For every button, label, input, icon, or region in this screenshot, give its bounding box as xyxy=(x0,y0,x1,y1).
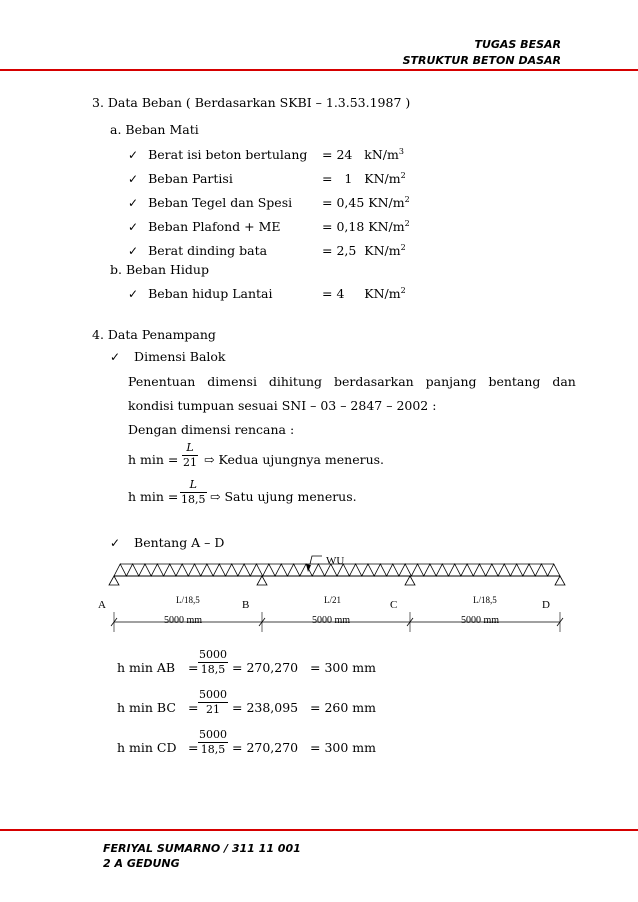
span-length-label: 5000 mm xyxy=(164,615,203,626)
calc-equals: = xyxy=(188,740,199,755)
section4-heading: 4. Data Penampang xyxy=(92,327,216,342)
live-load-value-text: = 4 KN/m xyxy=(322,286,401,301)
calc-numerator: 5000 xyxy=(199,728,227,741)
footer-author: FERIYAL SUMARNO / 311 11 001 xyxy=(103,842,301,855)
dead-load-unit-power: 2 xyxy=(404,218,410,228)
dead-load-value-text: = 0,18 KN/m xyxy=(322,219,405,234)
formula2-denominator: 18,5 xyxy=(181,493,206,506)
calc-numerator: 5000 xyxy=(199,648,227,661)
load-pointer xyxy=(310,556,322,564)
live-load-name: Beban hidup Lantai xyxy=(148,286,273,301)
calc-final: = 300 mm xyxy=(310,660,376,675)
footer-divider xyxy=(0,829,638,831)
calc-fraction xyxy=(198,648,228,677)
paragraph-line-2: kondisi tumpuan sesuai SNI – 03 – 2847 – 2002 : xyxy=(128,398,437,413)
check-icon: ✓ xyxy=(128,196,139,210)
calc-label: h min BC xyxy=(117,700,176,715)
check-icon: ✓ xyxy=(128,172,139,186)
calc-denominator: 18,5 xyxy=(200,663,226,676)
span-ratio-label: L/18,5 xyxy=(176,595,200,605)
calc-numerator: 5000 xyxy=(199,688,227,701)
dead-load-value-text: = 24 kN/m xyxy=(322,147,399,162)
beam-diagram xyxy=(90,552,570,634)
dead-load-unit-power: 2 xyxy=(400,170,406,180)
dead-load-label: a. Beban Mati xyxy=(110,122,199,137)
hmin-label-2: h min = xyxy=(128,489,179,504)
dimension-label: Dimensi Balok xyxy=(134,349,226,364)
support-label-c: C xyxy=(390,599,398,611)
footer-class: 2 A GEDUNG xyxy=(103,857,180,870)
formula2-numerator: L xyxy=(189,478,197,491)
calc-result: = 270,270 xyxy=(232,660,299,675)
span-ratio-label: L/21 xyxy=(324,595,341,605)
check-icon: ✓ xyxy=(110,536,121,550)
dead-load-item xyxy=(128,243,267,258)
dead-load-value xyxy=(322,171,406,186)
dead-load-item xyxy=(128,147,307,162)
span-length-label: 5000 mm xyxy=(461,615,500,626)
hmin-label-1: h min = xyxy=(128,452,179,467)
dead-load-name: Berat dinding bata xyxy=(148,243,268,258)
calc-result: = 238,095 xyxy=(232,700,299,715)
dead-load-unit-power: 2 xyxy=(404,194,410,204)
span-length-label: 5000 mm xyxy=(312,615,351,626)
dead-load-unit-power: 3 xyxy=(398,146,404,156)
check-icon: ✓ xyxy=(128,244,139,258)
dead-load-name: Beban Partisi xyxy=(148,171,233,186)
paragraph-line-3: Dengan dimensi rencana : xyxy=(128,422,295,437)
calc-equals: = xyxy=(188,700,199,715)
calc-label: h min CD xyxy=(117,740,177,755)
formula2-text: ⇨ Satu ujung menerus. xyxy=(210,489,357,504)
support-label-d: D xyxy=(542,599,550,611)
dead-load-item xyxy=(128,195,292,210)
header-title: TUGAS BESAR xyxy=(474,38,561,51)
span-item xyxy=(110,535,224,550)
dead-load-name: Beban Tegel dan Spesi xyxy=(148,195,293,210)
section3-heading: 3. Data Beban ( Berdasarkan SKBI – 1.3.53.1987 ) xyxy=(92,95,411,110)
formula1-text: ⇨ Kedua ujungnya menerus. xyxy=(204,452,385,467)
support-c-icon xyxy=(405,576,415,585)
header-subtitle: STRUKTUR BETON DASAR xyxy=(402,54,561,67)
check-icon: ✓ xyxy=(128,148,139,162)
check-icon: ✓ xyxy=(128,220,139,234)
live-load-value xyxy=(322,286,406,301)
calc-final: = 260 mm xyxy=(310,700,376,715)
dimension-item xyxy=(110,349,226,364)
dead-load-value xyxy=(322,147,404,162)
live-load-label: b. Beban Hidup xyxy=(110,262,209,277)
formula1-numerator: L xyxy=(186,441,194,454)
support-b-icon xyxy=(257,576,267,585)
load-arrowhead xyxy=(306,564,311,572)
dead-load-value xyxy=(322,195,410,210)
dead-load-value-text: = 1 KN/m xyxy=(322,171,401,186)
formula2-fraction xyxy=(180,478,207,507)
load-label: WU xyxy=(326,555,345,567)
calc-denominator: 21 xyxy=(206,703,220,716)
calc-equals: = xyxy=(188,660,199,675)
dead-load-name: Berat isi beton bertulang xyxy=(148,147,308,162)
calc-denominator: 18,5 xyxy=(200,743,226,756)
check-icon: ✓ xyxy=(128,287,139,301)
dead-load-name: Beban Plafond + ME xyxy=(148,219,281,234)
calc-fraction xyxy=(198,728,228,757)
dead-load-value xyxy=(322,219,410,234)
paragraph-line-1: Penentuan dimensi dihitung berdasarkan panjang bentang dan xyxy=(128,374,576,389)
header-divider xyxy=(0,69,638,71)
support-label-a: A xyxy=(98,599,106,611)
formula1-fraction xyxy=(182,441,198,470)
dead-load-item xyxy=(128,171,233,186)
live-load-item xyxy=(128,286,272,301)
support-a-icon xyxy=(109,576,119,585)
calc-fraction xyxy=(198,688,228,717)
check-icon: ✓ xyxy=(110,350,121,364)
span-ratio-label: L/18,5 xyxy=(473,595,497,605)
calc-label: h min AB xyxy=(117,660,176,675)
dead-load-value-text: = 2,5 KN/m xyxy=(322,243,401,258)
dead-load-value-text: = 0,45 KN/m xyxy=(322,195,405,210)
dead-load-value xyxy=(322,243,406,258)
calc-final: = 300 mm xyxy=(310,740,376,755)
formula1-denominator: 21 xyxy=(183,456,197,469)
dead-load-item xyxy=(128,219,281,234)
live-load-unit-power: 2 xyxy=(400,285,406,295)
support-d-icon xyxy=(555,576,565,585)
support-label-b: B xyxy=(242,599,250,611)
calc-result: = 270,270 xyxy=(232,740,299,755)
dead-load-unit-power: 2 xyxy=(400,242,406,252)
span-label: Bentang A – D xyxy=(134,535,225,550)
